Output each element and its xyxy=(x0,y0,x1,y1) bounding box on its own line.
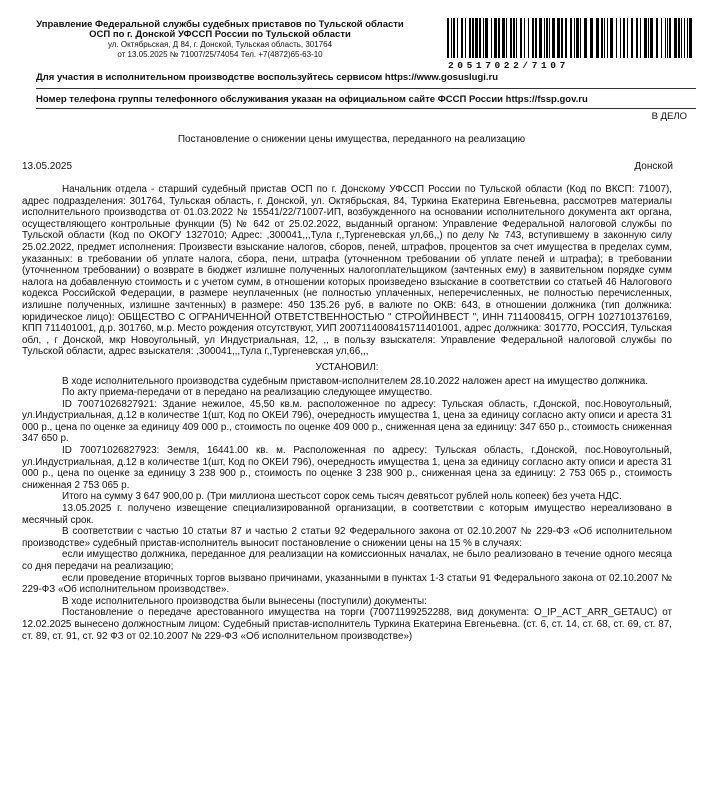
barcode-bar xyxy=(656,18,658,58)
barcode-bar xyxy=(678,18,680,58)
paragraph-item-building: ID 70071026827921: Здание нежилое, 45,50 кв.м. расположенное по адресу: Тульская область, г.Донской, пос.Новоугольный, ул.Индустриальная, д.12 в количестве 1(шт, Код по ОКЕИ 796), очередность имущества 1, цена за единицу согласно акту описи и ареста 31 000 р., цена по оценке за единицу 409 000 р., стоимость по оценке 409 000 р., сниженная цена за единицу: 347 650 р., стоимость сниженная 347 650 р. xyxy=(22,398,672,445)
barcode-bar xyxy=(590,18,593,58)
barcode-bar xyxy=(506,18,507,58)
paragraph-arrest: В ходе исполнительного производства судебным приставом-исполнителем 28.10.2022 наложен арест на имущество должника. xyxy=(62,375,649,387)
barcode-bar xyxy=(627,18,628,58)
barcode-bar xyxy=(513,18,515,58)
barcode-bar xyxy=(461,18,463,58)
v-delo-stamp: В ДЕЛО xyxy=(651,111,687,122)
barcode-bar xyxy=(528,18,529,58)
barcode-bar xyxy=(502,18,505,58)
barcode-bar xyxy=(620,18,621,58)
barcode-bar xyxy=(640,18,641,58)
document-date: 13.05.2025 xyxy=(22,161,73,172)
org-name-line2: ОСП по г. Донской УФССП России по Тульской области xyxy=(89,29,351,40)
barcode-bar xyxy=(648,18,649,58)
barcode-bar xyxy=(479,18,481,58)
section-heading: УСТАНОВИЛ: xyxy=(315,361,379,373)
barcode-bar xyxy=(604,18,605,58)
barcode-bar xyxy=(607,18,608,58)
paragraph-total: Итого на сумму 3 647 900,00 р. (Три миллиона шестьсот сорок семь тысяч девятьсот рублей ноль копеек) без учета НДС. xyxy=(62,491,622,503)
barcode-bar xyxy=(447,18,449,58)
barcode-bar xyxy=(674,18,677,58)
barcode-bar xyxy=(631,18,633,58)
intro-paragraph: Начальник отдела - старший судебный пристав ОСП по г. Донскому УФССП России по Тульской области (Код по ВКСП: 71007), адрес подразделения: 301764, Тульская область, г. Донской, ул. Октябрьская, 84, Туркина Екатерина Евгеньевна, рассмотрев материалы исполнительного производства от 01.03.2022 № 15541/22/71007-ИП, возбужденного на основании исполнительного документа акт органа, осуществляющего контрольные функции (5) № 642 от 25.02.2022, выданный органом: Управление Федеральной налоговой службы по Тульской области (Код по ОКОГУ 1327010; Адрес: ,300041,,,Тула г,,Тургеневская ул,66,,) по делу № 743, вступившему в законную силу 25.02.2022, предмет исполнения: Произвести взыскание налогов, сборов, пеней, штрафов, процентов за счет имущества в пределах сумм, указанных: в требовании об уплате налога, сбора, пени, штрафа (уточненном требовании об уплате пеней и штрафа); в требовании (уточненном требовании) о возврате в бюджет излишне полученных налогоплательщиком (зачтенных ему) в заявительном порядке сумм налога на добавленную стоимость и с учетом сумм, в отношении которых произведено взыскание в соответствии со статьей 46 Налогового кодекса Российской Федерации, в размере неуплаченных (не полностью уплаченных, неперечисленных, не полностью перечисленных, излишне полученных, излишне зачтенных) в размере: 450 135.26 руб, в валюте по ОКВ: 643, в отношении должника (тип должника: юридическое лицо): ОБЩЕСТВО С ОГРАНИЧЕННОЙ ОТВЕТСТВЕННОСТЬЮ " СТРОЙИНВЕСТ ", ИНН 7114008415, ОГРН 1027101376169, КПП 711401001, д.р. 301760, м.р. Место рождения отсутствуют, УИП 2007114008415711401001, адрес должника: 301770, РОССИЯ, Тульская обл, , г Донской, мкр Новоугольный, ул Индустриальная, 12, ,, в пользу взыскателя: Управление Федеральной налоговой службы по Тульской области, адрес взыскателя: ,300041,,,Тула г,,Тургеневская ул,66,,, xyxy=(22,184,672,358)
barcode-bar xyxy=(520,18,522,58)
barcode-bar xyxy=(584,18,587,58)
letter-date-phone: от 13.05.2025 № 71007/25/74054 Тел. +7(4872)65-63-10 xyxy=(117,50,323,59)
barcode-bar xyxy=(535,18,537,58)
barcode-bar xyxy=(557,18,560,58)
barcode-bar xyxy=(684,18,685,58)
paragraph-case-2: если проведение вторичных торгов вызвано причинами, указанными в пунктах 1-3 статьи 91 Федерального закона от 02.10.2007 № 229-ФЗ «Об исполнительном производстве». xyxy=(22,572,672,596)
barcode-bar xyxy=(532,18,534,58)
barcode-bar xyxy=(469,18,471,58)
barcode-bar xyxy=(451,18,452,58)
barcode-bars xyxy=(445,18,695,60)
barcode-bar xyxy=(601,18,603,58)
barcode-bar xyxy=(539,18,542,58)
paragraph-case-1: если имущество должника, переданное для реализации на комиссионных началах, не было реализовано в течение одного месяца со дня передачи на реализацию; xyxy=(22,549,672,572)
paragraph-documents: В ходе исполнительного производства были вынесены (поступили) документы: xyxy=(62,595,427,607)
barcode-bar xyxy=(472,18,474,58)
barcode-bar xyxy=(546,18,548,58)
paragraph-item-land: ID 70071026827923: Земля, 16441.00 кв. м. Расположенная по адресу: Тульская область, г.Донской, пос.Новоугольный, ул.Индустриальная, д.12 в количестве 1(шт, Код по ОКЕИ 796), очередность имущества 1, цена за единицу согласно акту описи и ареста 31 000 р., цена по оценке за единицу 3 238 900 р., стоимость по оценке 3 238 900 р., сниженная цена за единицу: 2 753 065 р., стоимость сниженная 2 753 065 р. xyxy=(22,445,672,491)
barcode-bar xyxy=(610,18,613,58)
barcode-bar xyxy=(596,18,599,58)
barcode-bar xyxy=(616,18,617,58)
barcode-bar xyxy=(457,18,458,58)
barcode-bar xyxy=(494,18,497,58)
paragraph-document-1: Постановление о передаче арестованного имущества на торги (70071199252288, вид документа: O_IP_ACT_ARR_GETAUC) от 12.02.2025 вынесено должностным лицом: Судебный пристав-исполнитель Туркина Екатерина Евгеньевна. (ст. 6, ст. 14, ст. 68, ст. 69, ст. 87, ст. 89, ст. 91, ст. 92 ФЗ от 02.10.2007 № 229-ФЗ «Об исполнительном производстве») xyxy=(22,607,672,642)
barcode-bar xyxy=(636,18,638,58)
barcode-bar xyxy=(453,18,455,58)
barcode-bar xyxy=(561,18,563,58)
barcode-bar xyxy=(491,18,492,58)
fssp-phone-notice: Номер телефона группы телефонного обслуживания указан на официальном сайте ФССП России https://fssp.gov.ru xyxy=(36,94,588,105)
barcode-bar xyxy=(552,18,555,58)
barcode-bar xyxy=(483,18,484,58)
barcode-bar xyxy=(510,18,512,58)
gosuslugi-notice: Для участия в исполнительном производстве воспользуйтесь сервисом https://www.gosuslugi.ru xyxy=(36,72,499,83)
barcode-bar xyxy=(544,18,545,58)
barcode-bar xyxy=(644,18,647,58)
barcode-bar xyxy=(580,18,581,58)
barcode-bar xyxy=(623,18,625,58)
barcode-bar xyxy=(570,18,572,58)
barcode-bar xyxy=(687,18,688,58)
letterhead xyxy=(10,20,430,60)
barcode-bar xyxy=(667,18,668,58)
org-address: ул. Октябрьская, Д 84, г. Донской, Тульская область, 301764 xyxy=(107,40,333,49)
document-body xyxy=(22,184,672,642)
barcode-bar xyxy=(565,18,567,58)
divider-1 xyxy=(36,88,696,89)
barcode-bar xyxy=(576,18,579,58)
document-title: Постановление о снижении цены имущества, переданного на реализацию xyxy=(177,134,526,145)
barcode-number: 20517022/7107 xyxy=(448,60,569,71)
barcode-bar xyxy=(475,18,478,58)
barcode-bar xyxy=(665,18,666,58)
barcode-bar xyxy=(549,18,550,58)
barcode-bar xyxy=(681,18,682,58)
barcode-bar xyxy=(661,18,662,58)
paragraph-notice: 13.05.2025 г. получено извещение специализированной организации, в соответствии с которым имущество нереализовано в месячный срок. xyxy=(22,503,672,526)
barcode-bar xyxy=(485,18,488,58)
paragraph-transfer: По акту приема-передачи от в передано на реализацию следующее имущество. xyxy=(62,387,433,399)
org-name-line1: Управление Федеральной службы судебных приставов по Тульской области xyxy=(36,19,404,30)
barcode-bar xyxy=(689,18,692,58)
paragraph-law: В соответствии с частью 10 статьи 87 и частью 2 статьи 92 Федерального закона от 02.10.2007 № 229-ФЗ «Об исполнительном производстве» судебный пристав-исполнитель выносит постановление о снижении цены на 15 % в случаях: xyxy=(22,526,672,549)
barcode-bar xyxy=(524,18,525,58)
document-city: Донской xyxy=(634,161,673,172)
barcode-bar xyxy=(516,18,517,58)
divider-2 xyxy=(36,108,696,109)
barcode-bar xyxy=(669,18,671,58)
barcode-bar xyxy=(650,18,653,58)
barcode-bar xyxy=(465,18,466,58)
barcode-bar xyxy=(574,18,575,58)
barcode-bar xyxy=(498,18,500,58)
